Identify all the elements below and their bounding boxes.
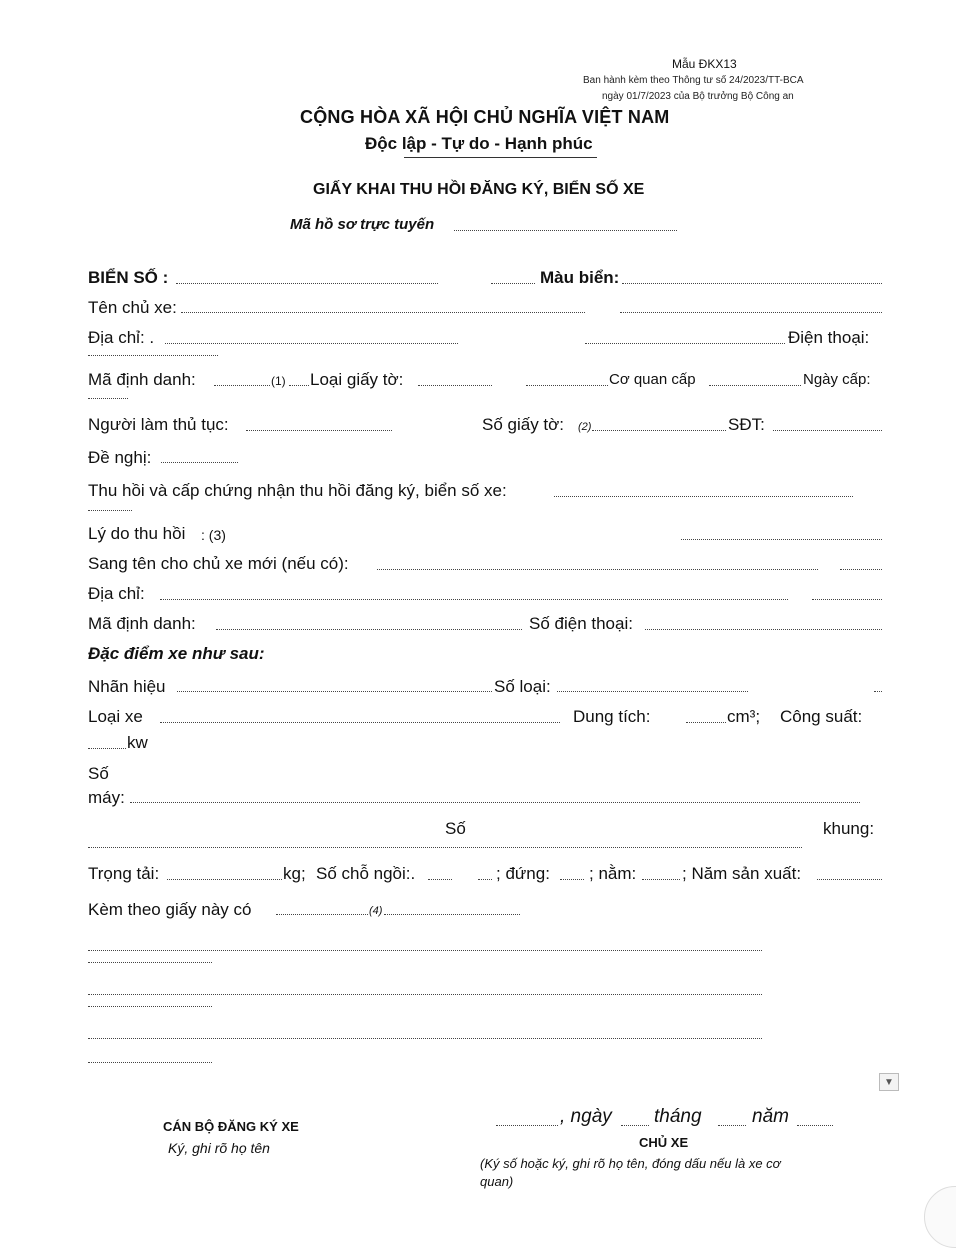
model-field-2[interactable]: [874, 691, 882, 692]
power-unit: kw: [127, 733, 148, 752]
new-address-field[interactable]: [160, 599, 788, 600]
date-place-field[interactable]: [496, 1125, 558, 1126]
chassis-label-1: Số: [445, 819, 466, 838]
issued-line-1: Ban hành kèm theo Thông tư số 24/2023/TT-BCA: [583, 75, 804, 86]
features-heading: Đặc điểm xe như sau:: [88, 644, 265, 663]
chassis-label-2: khung:: [823, 819, 875, 838]
new-phone-field[interactable]: [645, 629, 882, 630]
brand-label: Nhãn hiệu: [88, 677, 166, 696]
plate-color-field[interactable]: [622, 283, 882, 284]
address-field[interactable]: [165, 343, 458, 344]
page-corner: [924, 1186, 956, 1248]
form-code: Mẫu ĐKX13: [672, 57, 737, 71]
blank-line-2b[interactable]: [88, 1006, 212, 1007]
model-field[interactable]: [557, 691, 748, 692]
blank-line-2[interactable]: [88, 994, 762, 995]
engine-field[interactable]: [130, 802, 860, 803]
id-code-field-2[interactable]: [289, 385, 309, 386]
blank-line-1b[interactable]: [88, 962, 212, 963]
online-code-field[interactable]: [454, 230, 677, 231]
plate-color-label: Màu biển:: [540, 268, 620, 287]
transfer-label: Sang tên cho chủ xe mới (nếu có):: [88, 554, 349, 573]
owner-title: CHỦ XE: [639, 1135, 689, 1150]
engine-label-2: máy:: [88, 788, 125, 807]
load-field[interactable]: [167, 879, 282, 880]
document-title: GIẤY KHAI THU HỒI ĐĂNG KÝ, BIỂN SỐ XE: [313, 181, 645, 198]
address-field-2[interactable]: [585, 343, 785, 344]
id-code-field[interactable]: [214, 385, 270, 386]
chevron-down-icon[interactable]: ▼: [879, 1073, 899, 1091]
id-continue[interactable]: [88, 398, 128, 399]
online-code-label: Mã hồ sơ trực tuyến: [290, 216, 435, 233]
standing-label: ; đứng:: [496, 864, 550, 883]
issue-date-label: Ngày cấp:: [803, 371, 871, 388]
owner-name-field[interactable]: [181, 312, 585, 313]
request-label: Đề nghị:: [88, 448, 152, 467]
attached-label: Kèm theo giấy này có: [88, 900, 252, 919]
engine-label-1: Số: [88, 764, 109, 783]
date-month-field[interactable]: [718, 1125, 746, 1126]
revoke-label: Thu hồi và cấp chứng nhận thu hồi đăng ký, biển số xe:: [88, 481, 507, 500]
year-field[interactable]: [817, 879, 882, 880]
reason-label: Lý do thu hồi: [88, 524, 186, 543]
capacity-label: Dung tích:: [573, 707, 651, 726]
lying-field[interactable]: [642, 879, 680, 880]
capacity-field[interactable]: [686, 722, 726, 723]
issuer-field[interactable]: [709, 385, 801, 386]
transfer-field[interactable]: [377, 569, 818, 570]
transfer-field-2[interactable]: [840, 569, 882, 570]
blank-line-1[interactable]: [88, 950, 762, 951]
blank-line-3[interactable]: [88, 1038, 762, 1039]
new-id-field[interactable]: [216, 629, 522, 630]
brand-field[interactable]: [177, 691, 492, 692]
date-day-field[interactable]: [621, 1125, 649, 1126]
date-year-label: năm: [752, 1106, 789, 1127]
motto: Độc lập - Tự do - Hạnh phúc: [365, 134, 593, 153]
officer-title: CÁN BỘ ĐĂNG KÝ XE: [163, 1119, 299, 1134]
owner-note-2: quan): [480, 1174, 514, 1189]
doc-number-label: Số giấy tờ:: [482, 415, 565, 434]
phone-label: Điện thoại:: [788, 328, 870, 347]
seats-label: Số chỗ ngồi:.: [316, 864, 416, 883]
type-field[interactable]: [160, 722, 560, 723]
note-1: (1): [271, 374, 286, 388]
officer-sign-note: Ký, ghi rõ họ tên: [168, 1140, 270, 1156]
revoke-field[interactable]: [554, 496, 853, 497]
lying-label: ; nằm:: [589, 864, 637, 883]
date-month-label: tháng: [654, 1106, 702, 1127]
type-label: Loại xe: [88, 707, 143, 726]
doc-number-field[interactable]: [592, 430, 726, 431]
power-label: Công suất:: [780, 707, 863, 726]
standing-field[interactable]: [560, 879, 584, 880]
doc-type-field[interactable]: [418, 385, 492, 386]
issued-line-2: ngày 01/7/2023 của Bộ trưởng Bộ Công an: [602, 91, 794, 102]
request-field[interactable]: [161, 462, 238, 463]
note-4: (4): [369, 905, 383, 917]
power-field[interactable]: [88, 748, 126, 749]
owner-note-1: (Ký số hoặc ký, ghi rõ họ tên, đóng dấu nếu là xe cơ: [480, 1156, 781, 1171]
load-unit: kg;: [283, 864, 306, 883]
load-label: Trọng tải:: [88, 864, 160, 883]
id-code-label: Mã định danh:: [88, 370, 196, 389]
plate-field-2[interactable]: [491, 283, 535, 284]
attached-field-2[interactable]: [384, 914, 520, 915]
chassis-field[interactable]: [88, 847, 802, 848]
doc-type-label: Loại giấy tờ:: [310, 370, 404, 389]
sdt-label: SĐT:: [728, 415, 765, 434]
new-id-label: Mã định danh:: [88, 614, 196, 633]
issuer-label: Cơ quan cấp: [609, 371, 696, 388]
address-label: Địa chỉ: .: [88, 328, 155, 347]
new-address-label: Địa chỉ:: [88, 584, 145, 603]
applicant-label: Người làm thủ tục:: [88, 415, 229, 434]
new-address-field-2[interactable]: [812, 599, 882, 600]
address-continue[interactable]: [88, 355, 218, 356]
seats-field-2[interactable]: [478, 879, 492, 880]
date-day-label: , ngày: [560, 1106, 612, 1127]
doc-type-field-2[interactable]: [526, 385, 608, 386]
sdt-field[interactable]: [773, 430, 882, 431]
plate-label: BIỂN SỐ :: [88, 268, 169, 287]
attached-field[interactable]: [276, 914, 368, 915]
owner-name-label: Tên chủ xe:: [88, 298, 177, 317]
owner-name-field-2[interactable]: [620, 312, 882, 313]
plate-field[interactable]: [176, 283, 438, 284]
republic-title: CỘNG HÒA XÃ HỘI CHỦ NGHĨA VIỆT NAM: [300, 107, 670, 127]
blank-line-3b[interactable]: [88, 1062, 212, 1063]
seats-field[interactable]: [428, 879, 452, 880]
note-3: : (3): [201, 527, 226, 543]
note-2: (2): [578, 421, 592, 433]
applicant-field[interactable]: [246, 430, 392, 431]
model-label: Số loại:: [494, 677, 551, 696]
new-phone-label: Số điện thoại:: [529, 614, 633, 633]
revoke-continue[interactable]: [88, 510, 132, 511]
date-year-field[interactable]: [797, 1125, 833, 1126]
year-label: ; Năm sản xuất:: [682, 864, 802, 883]
capacity-unit: cm³;: [727, 707, 761, 726]
reason-field[interactable]: [681, 539, 882, 540]
motto-underline: [404, 157, 597, 158]
